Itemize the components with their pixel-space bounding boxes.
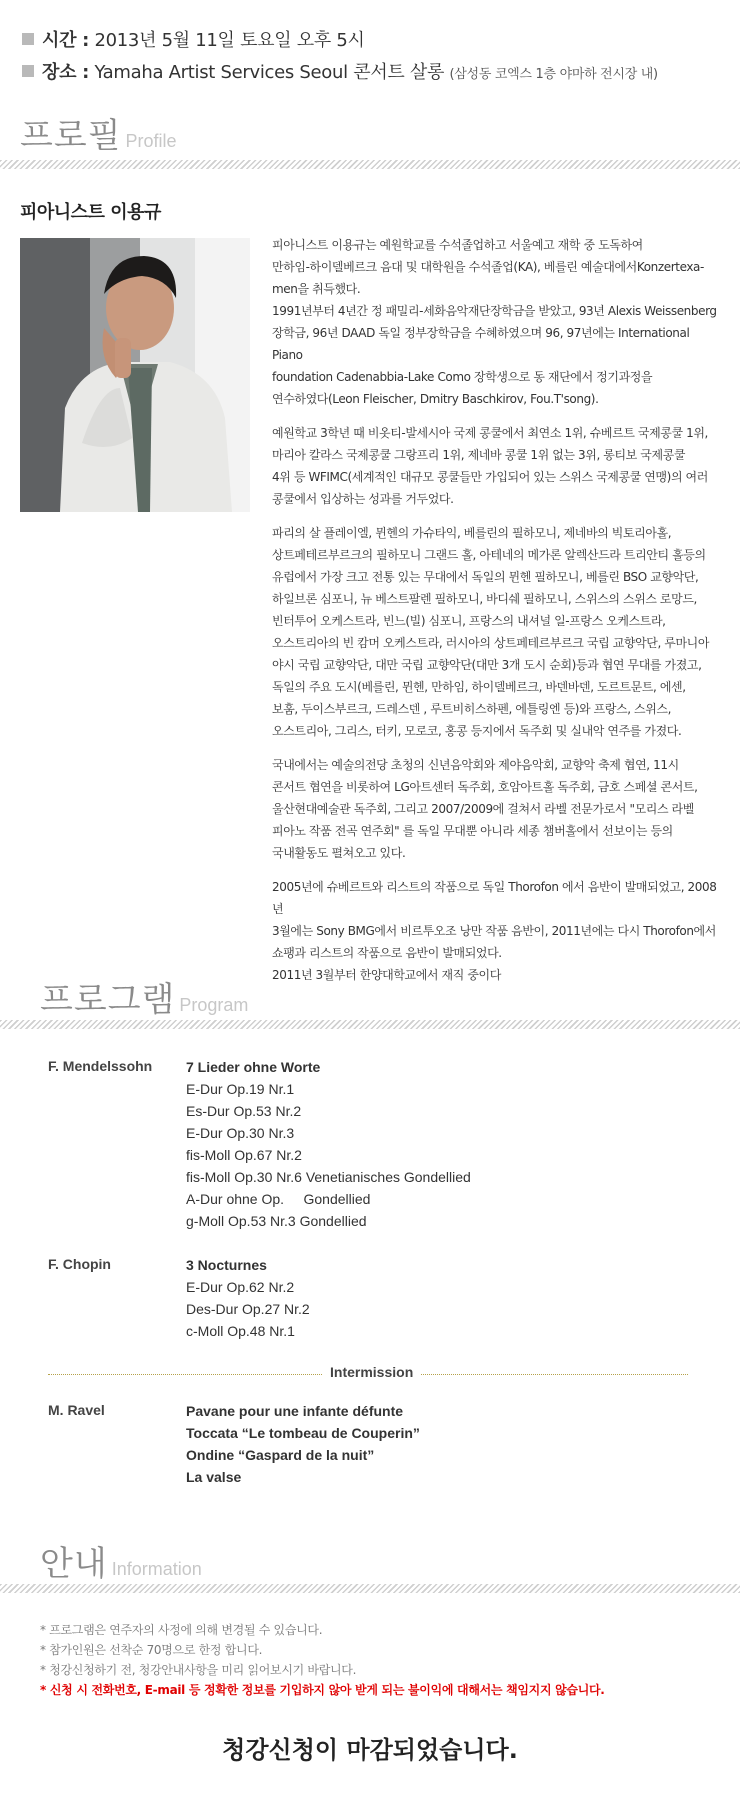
bio-paragraph: 예원학교 3학년 때 비옷티-발세시아 국제 콩쿨에서 최연소 1위, 슈베르트 국제콩쿨 1위, 마리아 칼라스 국제콩쿨 그랑프리 1위, 제네바 콩쿨 1위 없는 3위, 롱티보 국제콩쿨 4위 등 WFIMC(세계적인 대규모 콩쿨들만 가입되어 있는 스위스 국제콩쿨 연맹)의 여러 콩쿨에서 입상하는 성과를 거두었다. [272, 426, 708, 506]
bullet-square-icon [22, 65, 34, 77]
information-heading-ko: 안내 [40, 1544, 108, 1584]
section-divider [0, 160, 740, 169]
information-notes [40, 1620, 605, 1700]
composer-mendelssohn: F. Mendelssohn [48, 1058, 153, 1074]
note-item: * 청강신청하기 전, 청강안내사항을 미리 읽어보시기 바랍니다. [40, 1663, 357, 1677]
information-heading-en: Information [111, 1559, 202, 1579]
note-item: * 프로그램은 연주자의 사정에 의해 변경될 수 있습니다. [40, 1623, 323, 1637]
program-heading-en: Program [179, 995, 249, 1015]
work-item: La valse [186, 1469, 242, 1485]
event-time [22, 26, 365, 52]
event-place [22, 58, 658, 84]
work-item: E-Dur Op.62 Nr.2 [186, 1279, 295, 1295]
note-item: * 참가인원은 선착순 70명으로 한정 합니다. [40, 1643, 263, 1657]
composer-ravel: M. Ravel [48, 1402, 105, 1418]
work-item: g-Moll Op.53 Nr.3 Gondellied [186, 1213, 367, 1229]
work-title: 7 Lieder ohne Worte [186, 1059, 321, 1075]
work-item: fis-Moll Op.30 Nr.6 Venetianisches Gondellied [186, 1169, 471, 1185]
work-item: E-Dur Op.30 Nr.3 [186, 1125, 295, 1141]
time-value: 2013년 5월 11일 토요일 오후 5시 [94, 30, 365, 51]
bullet-square-icon [22, 33, 34, 45]
work-item: c-Moll Op.48 Nr.1 [186, 1323, 295, 1339]
place-note: (삼성동 코엑스 1층 야마하 전시장 내) [449, 67, 658, 82]
pianist-photo [20, 238, 250, 512]
intermission-label: Intermission [322, 1364, 421, 1380]
profile-heading-ko: 프로필 [20, 116, 122, 156]
bio-paragraph: 파리의 살 플레이엘, 뮌헨의 가슈타익, 베를린의 필하모니, 제네바의 빅토리아홀, 상트페테르부르크의 필하모니 그랜드 홀, 아테네의 메가론 알렉산드라 트리안티 홀등의 유럽에서 가장 크고 전통 있는 무대에서 독일의 뮌헨 필하모니, 베를린 BSO 교향악단, 하일브론 심포니, 뉴 베스트팔렌 필하모니, 바디쉐 필하모니, 스위스의 스위스 로망드, 빈터투어 오케스트라, 빈느(빌) 심포니, 프랑스의 내셔널 일-프랑스 오케스트라, 오스트리아의 빈 캄머 오케스트라, 러시아의 상트페테르부르크 국립 교향악단, 루마니아 야시 국립 교향악단, 대만 국립 교향악단(대만 3개 도시 순회)등과 협연 무대를 가졌고, 독일의 주요 도시(베를린, 뮌헨, 만하임, 하이델베르크, 바덴바덴, 도르트문트, 에센, 보훔, 두이스부르크, 드레스덴 , 루트비히스하펜, 에틀링엔 등)와 프랑스, 스위스, 오스트리아, 그리스, 터키, 모로코, 홍콩 등지에서 독주회 및 실내악 연주를 가졌다. [272, 526, 710, 738]
bio-paragraph: 2005년에 슈베르트와 리스트의 작품으로 독일 Thorofon 에서 음반이 발매되었고, 2008년 3월에는 Sony BMG에서 비르투오조 낭만 작품 음반이, 2011년에는 다시 Thorofon에서 쇼팽과 리스트의 작품으로 음반이 발매되었다. 2011년 3월부터 한양대학교에서 재직 중이다 [272, 880, 717, 982]
place-label: 장소 : [42, 62, 90, 83]
section-divider [0, 1020, 740, 1029]
program-heading-ko: 프로그램 [40, 980, 176, 1020]
work-item: Ondine “Gaspard de la nuit” [186, 1447, 375, 1463]
composer-chopin: F. Chopin [48, 1256, 111, 1272]
registration-closed-message: 청강신청이 마감되었습니다. [222, 1736, 518, 1764]
pianist-biography [272, 234, 722, 998]
information-heading [40, 1536, 202, 1585]
time-label: 시간 : [42, 30, 90, 51]
work-group-mendelssohn [186, 1056, 471, 1232]
profile-heading-en: Profile [125, 131, 177, 151]
work-item: Toccata “Le tombeau de Couperin” [186, 1425, 420, 1441]
work-item: Pavane pour une infante défunte [186, 1403, 404, 1419]
pianist-title: 피아니스트 이용규 [20, 202, 161, 223]
section-divider [0, 1584, 740, 1593]
work-item: Es-Dur Op.53 Nr.2 [186, 1103, 302, 1119]
program-heading [40, 972, 248, 1021]
pianist-illustration [20, 238, 250, 512]
work-title: 3 Nocturnes [186, 1257, 267, 1273]
warning-note: * 신청 시 전화번호, E-mail 등 정확한 정보를 기입하지 않아 받게 되는 불이익에 대해서는 책임지지 않습니다. [40, 1683, 605, 1697]
place-value: Yamaha Artist Services Seoul 콘서트 살롱 [94, 62, 445, 83]
work-item: A-Dur ohne Op. Gondellied [186, 1191, 371, 1207]
work-item: Des-Dur Op.27 Nr.2 [186, 1301, 310, 1317]
work-group-ravel [186, 1400, 420, 1488]
bio-paragraph: 국내에서는 예술의전당 초청의 신년음악회와 제야음악회, 교향악 축제 협연, 11시 콘서트 협연을 비롯하여 LG아트센터 독주회, 호암아트홀 독주회, 금호 스페셜 콘서트, 울산현대예술관 독주회, 그리고 2007/2009에 걸쳐서 라벨 전문가로서 "모리스 라벨 피아노 작품 전곡 연주회" 를 독일 무대뿐 아니라 세종 챔버홀에서 선보이는 등의 국내활동도 펼쳐오고 있다. [272, 758, 698, 860]
bio-paragraph: 피아니스트 이용규는 예원학교를 수석졸업하고 서울예고 재학 중 도독하여 만하임-하이델베르크 음대 및 대학원을 수석졸업(KA), 베를린 예술대에서Konzertexa- men을 취득했다. 1991년부터 4년간 정 패밀리-세화음악재단장학금을 받았고, 93년 Alexis Weissenberg 장학금, 96년 DAAD 독일 정부장학금을 수혜하였으며 96, 97년에는 International Piano foundation Cadenabbia-Lake Como 장학생으로 동 재단에서 정기과정을 연수하였다(Leon Fleischer, Dmitry Baschkirov, Fou.T'song). [272, 238, 717, 406]
work-group-chopin [186, 1254, 310, 1342]
work-item: fis-Moll Op.67 Nr.2 [186, 1147, 302, 1163]
profile-heading [20, 108, 177, 157]
work-item: E-Dur Op.19 Nr.1 [186, 1081, 295, 1097]
